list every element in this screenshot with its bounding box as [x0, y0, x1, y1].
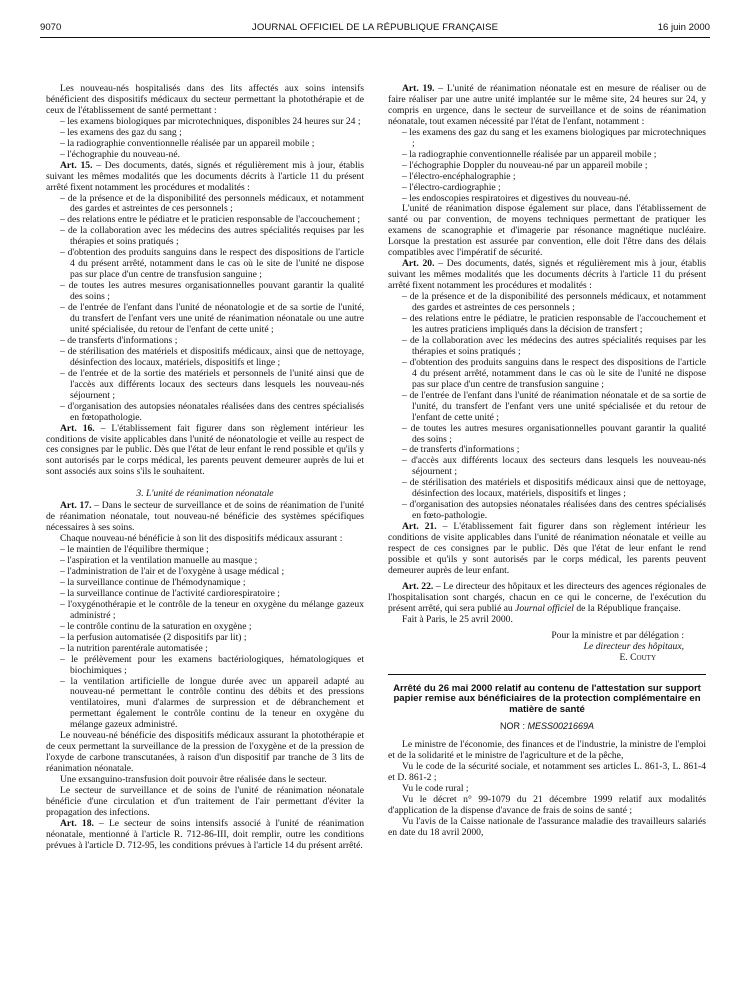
paragraph: Une exsanguino-transfusion doit pouvoir être réalisée dans le secteur. [60, 774, 327, 786]
paragraph: Vu le code rural ; [402, 782, 469, 794]
issue-date: 16 juin 2000 [657, 22, 710, 33]
article-15 [46, 161, 364, 194]
signature-role: Le directeur des hôpitaux, [583, 640, 684, 652]
list-item: – l'échographie du nouveau-né. [60, 148, 181, 160]
list-item: – les examens des gaz du sang et les examens biologiques par microtechniques ; [402, 126, 706, 149]
paragraph: L'unité de réanimation dispose également sur place, dans l'établissement de santé ou par convention, de moyens techniques permettant de pratiquer les examens de scanographie et d'imagerie par résonance magnétique nucléaire. Lorsque la prestation est assurée par convention, elle doit l'être dans des délais compatibles avec l'impératif de sécurité. [388, 203, 706, 259]
list-item: – le contrôle continu de la saturation en oxygène ; [60, 620, 252, 632]
list-item: – le prélèvement pour les examens bactériologiques, hématologiques et biochimiques ; [60, 653, 364, 676]
journal-title: JOURNAL OFFICIEL DE LA RÉPUBLIQUE FRANÇAISE [251, 22, 499, 33]
paragraph: Le ministre de l'économie, des finances et de l'industrie, la ministre de l'emploi et de la solidarité et le ministre de l'agriculture et de la pêche, [388, 738, 706, 761]
left-column [46, 84, 364, 852]
list-item: – de l'entrée et de la sortie des matériels et personnels de l'unité ainsi que de l'accès aux différents locaux des secteurs dans lesquels les nouveau-nés séjournent ; [60, 367, 364, 401]
article-20 [388, 259, 706, 292]
article-text: – Le directeur des hôpitaux et les directeurs des agences régionales de l'hospitalisation sont chargés, chacun en ce qui le concerne, de l'exécution du présent arrêté, qui sera publié au [388, 580, 706, 614]
paragraph: Vu le décret n° 99-1079 du 21 décembre 1999 relatif aux modalités d'application de la dispense d'avance de frais de soins de santé ; [388, 793, 706, 816]
paragraph: Le nouveau-né bénéficie des dispositifs médicaux assurant la photothérapie et de ceux permettant la surveillance de la pression de l'oxygène et de la pression de l'oxyde de carbone transcutanées, à raison d'un dispositif par tranche de 3 lits de réanimation néonatale. [46, 730, 364, 775]
list-item: – de l'entrée de l'enfant dans l'unité de réanimation néonatale et de sa sortie de l'unité, du transfert de l'enfant vers une unité spécialisée et du retour de l'enfant de cette unité ; [402, 389, 706, 423]
section-separator [388, 674, 706, 675]
page-header [40, 22, 710, 36]
list-item: – d'obtention des produits sanguins dans le respect des dispositions de l'article 4 du présent arrêté, notamment dans le cas où le site de l'unité ne dispose pas sur place d'un centre de transfusion sanguine ; [60, 247, 364, 281]
article-19 [388, 84, 706, 128]
article-text-end: de la République française. [573, 602, 681, 614]
paragraph: Les nouveau-nés hospitalisés dans des lits affectés aux soins intensifs bénéficient des dispositifs médicaux du secteur permettant la photothérapie et de ceux de l'établissement de santé permettant : [46, 83, 364, 116]
article-text: – L'établissement fait figurer dans son règlement intérieur les conditions de visite applicables dans l'unité de réanimation néonatale et veille au respect de ces consignes par le public. Dès que l'état de leur enfant le rend possible et qu'ils y sont autorisés par le corps médical, les parents peuvent demeurer auprès de leur enfant. [388, 521, 706, 576]
article-17 [46, 501, 364, 534]
list-item: – la perfusion automatisée (2 dispositifs par lit) ; [60, 631, 247, 643]
dash-list [388, 292, 706, 522]
dash-list [46, 194, 364, 424]
paragraph: Le secteur de surveillance et de soins de l'unité de réanimation néonatale bénéficie d'une circulation et d'un traitement de l'air permettant d'éviter la propagation des infections. [46, 785, 364, 818]
list-item: – de stérilisation des matériels et dispositifs médicaux ainsi que de nettoyage, désinfection des locaux, matériels, dispositifs et linges ; [402, 477, 706, 500]
list-item: – les examens biologiques par microtechniques, disponibles 24 heures sur 24 ; [60, 115, 361, 127]
article-label: Art. 16. [60, 422, 95, 434]
nor-value: MESS0021669A [527, 720, 595, 731]
article-21 [388, 522, 706, 577]
list-item: – de la collaboration avec les médecins des autres spécialités requises par les thérapies et soins pratiqués ; [402, 334, 706, 357]
list-item: – des relations entre le pédiatre, le praticien responsable de l'accouchement et les autres praticiens impliqués dans la décision de transfert ; [402, 313, 706, 335]
list-item: – de la collaboration avec les médecins des autres spécialités requises par les thérapies et soins pratiqués ; [60, 225, 364, 248]
paragraph: Chaque nouveau-né bénéficie à son lit des dispositifs médicaux assurant : [60, 533, 343, 545]
list-item: – de toutes les autres mesures organisationnelles pouvant garantir la qualité des soins ; [402, 422, 706, 445]
list-item: – l'électro-cardiographie ; [402, 181, 501, 193]
article-label: Art. 21. [402, 521, 437, 533]
dash-list [46, 117, 364, 161]
fait-a-paris: Fait à Paris, le 25 avril 2000. [402, 613, 513, 625]
nor-reference [388, 721, 706, 732]
article-18 [46, 819, 364, 852]
article-label: Art. 20. [402, 258, 435, 270]
article-22 [388, 582, 706, 615]
dash-list [46, 545, 364, 731]
article-text: – Des documents, datés, signés et régulièrement mis à jour, établis suivant les mêmes modalités que les documents décrits à l'article 11 du présent arrêté fixent notamment les procédures et modalités : [388, 258, 707, 292]
list-item: – la ventilation artificielle de longue durée avec un appareil adapté au nouveau-né permettant le contrôle continu des débits et des pressions ventilatoires, muni d'alarmes de surpression et de débranchement et permettant également le contrôle continu de la teneur en oxygène du mélange gazeux administré. [60, 675, 364, 731]
list-item: – de l'entrée de l'enfant dans l'unité de néonatologie et de sa sortie de l'unité, du transfert de l'enfant vers une unité de réanimation néonatale ou une autre unité spécialisée, du retour de l'enfant de cette unité ; [60, 302, 364, 335]
list-item: – d'obtention des produits sanguins dans le respect des dispositions de l'article 4 du présent arrêté, notamment dans le cas où le site de l'unité ne dispose pas sur place d'un centre de transfusion sanguine ; [402, 356, 706, 390]
list-item: – d'organisation des autopsies néonatales réalisées dans des centres spécialisés en fœtopathologie. [60, 400, 364, 423]
list-item: – la surveillance continue de l'hémodynamique ; [60, 576, 246, 588]
page-number: 9070 [40, 22, 62, 33]
article-text: – Le secteur de soins intensifs associé à l'unité de réanimation néonatale, mentionné à l'article R. 712-86-III, doit remplir, outre les conditions prévues à l'article D. 712-95, les conditions prévues à l'article 14 du présent arrêté. [46, 817, 365, 851]
list-item: – l'aspiration et la ventilation manuelle au masque ; [60, 555, 258, 567]
list-item: – le maintien de l'équilibre thermique ; [60, 544, 209, 556]
arrete-title: Arrêté du 26 mai 2000 relatif au contenu de l'attestation sur support papier remise aux bénéficiaires de la protection complémentaire en matière de santé [393, 682, 701, 716]
dash-list [388, 128, 706, 205]
section-title: 3. L'unité de réanimation néonatale [136, 488, 274, 500]
article-label: Art. 18. [60, 817, 94, 829]
article-text: – Des documents, datés, signés et régulièrement mis à jour, établis suivant les mêmes modalités que les documents décrits à l'article 11 du présent arrêté fixent notamment les procédures et modalités : [46, 159, 365, 193]
list-item: – de la présence et de la disponibilité des personnels médicaux, et notamment des gardes et astreintes de ces personnels ; [402, 291, 706, 314]
signature-name: E. Couty [619, 651, 656, 663]
article-text: – Dans le secteur de surveillance et de soins de réanimation de l'unité de réanimation néonatale, tout nouveau-né bénéficie des systèmes spécifiques nécessaires à ses soins. [46, 500, 365, 534]
list-item: – la radiographie conventionnelle réalisée par un appareil mobile ; [402, 148, 657, 160]
list-item: – la surveillance continue de l'activité cardiorespiratoire ; [60, 587, 280, 599]
list-item: – de transferts d'informations ; [60, 334, 178, 346]
list-item: – d'organisation des autopsies néonatales réalisées dans des centres spécialisés en fœto-pathologie. [402, 499, 706, 522]
list-item: – l'administration de l'air et de l'oxygène à usage médical ; [60, 565, 285, 577]
article-label: Art. 17. [60, 500, 92, 512]
article-text: – L'unité de réanimation néonatale est en mesure de réaliser ou de faire réaliser par une autre unité implantée sur le même site, 24 heures sur 24, y compris en urgence, dans le secteur de surveillance et de soins de réanimation néonatale, tout examen nécessité par l'état de l'enfant, notamment : [388, 83, 707, 127]
list-item: – des relations entre le pédiatre et le praticien responsable de l'accouchement ; [60, 214, 361, 226]
right-column [388, 84, 706, 838]
list-item: – les examens des gaz du sang ; [60, 126, 182, 138]
signature-line: Pour la ministre et par délégation : [551, 629, 684, 641]
paragraph: Vu l'avis de la Caisse nationale de l'assurance maladie des travailleurs salariés en date du 18 avril 2000, [388, 815, 706, 838]
article-label: Art. 19. [402, 83, 435, 94]
article-label: Art. 15. [60, 159, 93, 171]
list-item: – de toutes les autres mesures organisationnelles pouvant garantir la qualité des soins ; [60, 280, 364, 303]
nor-label: NOR : [499, 720, 528, 731]
list-item: – la radiographie conventionnelle réalisée par un appareil mobile ; [60, 137, 315, 149]
journal-officiel-ref: Journal officiel [515, 602, 574, 614]
list-item: – d'accès aux différents locaux des secteurs dans lesquels les nouveau-nés séjournent ; [402, 455, 706, 478]
article-label: Art. 22. [402, 580, 434, 592]
article-16 [46, 424, 364, 479]
header-rule [40, 37, 710, 38]
list-item: – l'oxygénothérapie et le contrôle de la teneur en oxygène du mélange gazeux administré ; [60, 598, 364, 621]
list-item: – de transferts d'informations ; [402, 444, 520, 456]
list-item: – l'échographie Doppler du nouveau-né par un appareil mobile ; [402, 159, 648, 171]
list-item: – de la présence et de la disponibilité des personnels médicaux, et notamment des gardes et astreintes de ces personnels ; [60, 192, 364, 215]
list-item: – l'électro-encéphalographie ; [402, 170, 516, 182]
list-item: – de stérilisation des matériels et dispositifs médicaux, ainsi que de nettoyage, désinfection des locaux, matériels, dispositifs et linge ; [60, 345, 364, 368]
list-item: – les endoscopies respiratoires et digestives du nouveau-né. [402, 192, 631, 204]
list-item: – la nutrition parentérale automatisée ; [60, 642, 208, 654]
paragraph: Vu le code de la sécurité sociale, et notamment ses articles L. 861-3, L. 861-4 et D. 861-2 ; [388, 760, 706, 783]
article-text: – L'établissement fait figurer dans son règlement intérieur les conditions de visite applicables dans l'unité de néonatologie et veille au respect de ces consignes par le public. Dès que l'état de leur enfant le rend possible et qu'ils y sont autorisés par le corps médical, les parents peuvent demeurer auprès de lui et sont associés aux soins s'ils le souhaitent. [46, 422, 364, 478]
